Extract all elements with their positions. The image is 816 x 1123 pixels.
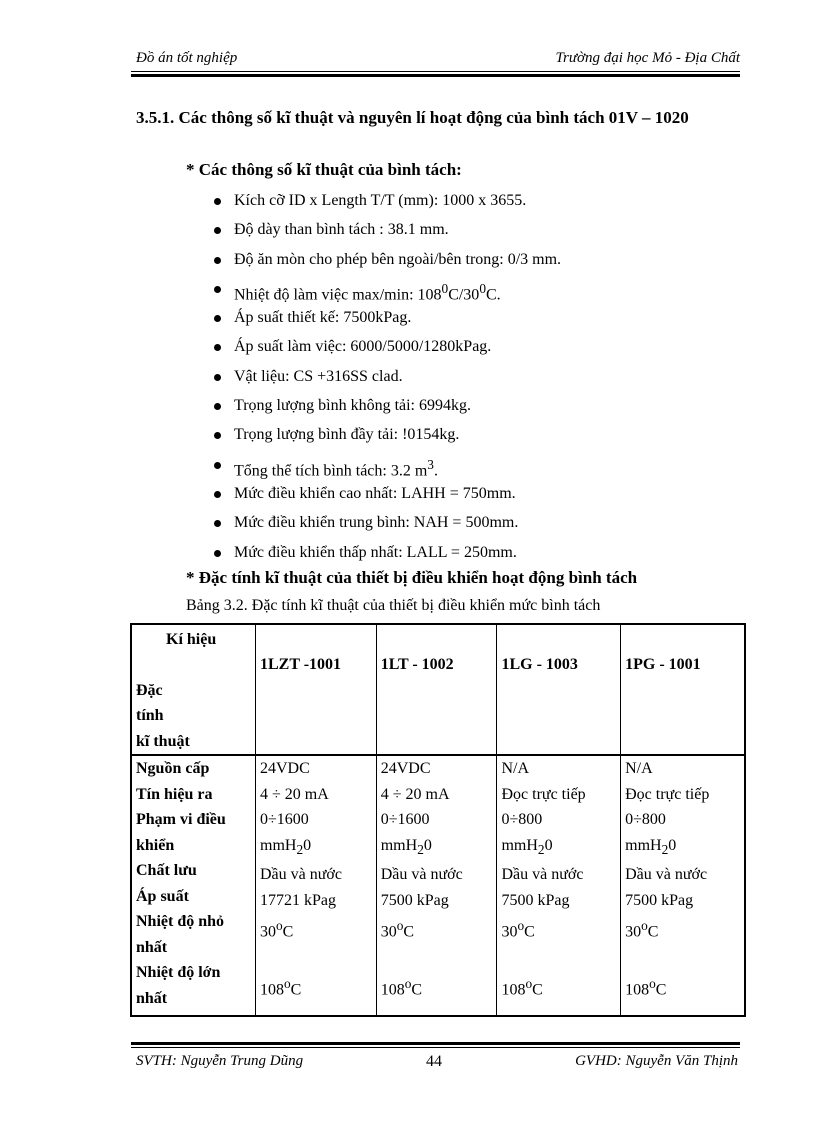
bullet-icon [214,286,221,293]
list-item: Kích cỡ ID x Length T/T (mm): 1000 x 3655. [214,186,561,215]
section-heading: 3.5.1. Các thông số kĩ thuật và nguyên lí hoạt động của bình tách 01V – 1020 [136,108,689,127]
header-left: Đồ án tốt nghiệp [136,50,238,66]
column-header: 1LZT -1001 [256,624,377,755]
list-item: Áp suất làm việc: 6000/5000/1280kPag. [214,332,561,361]
list-item: Mức điều khiển trung bình: NAH = 500mm. [214,508,561,537]
footer-supervisor: GVHD: Nguyễn Văn Thịnh [575,1053,738,1069]
header-right: Trường đại học Mỏ - Địa Chất [555,50,740,66]
footer-rule-thin [131,1047,740,1048]
list-item: Trọng lượng bình không tải: 6994kg. [214,391,561,420]
column-header: 1LG - 1003 [497,624,621,755]
bullet-icon [214,374,221,381]
list-item: Mức điều khiển thấp nhất: LALL = 250mm. [214,538,561,567]
table-header-row [131,624,745,755]
column-header: 1LT - 1002 [376,624,497,755]
footer-rule-thick [131,1042,740,1045]
column-values: N/A Đọc trực tiếp 0÷800 mmH$_2$0 Dầu và nước 7500 kPag 30$^o$C 108$^o$C [621,755,745,1016]
bullet-icon [214,520,221,527]
bullet-icon [214,315,221,322]
list-item: Độ dày than bình tách : 38.1 mm. [214,215,561,244]
column-header: 1PG - 1001 [621,624,745,755]
list-item: Độ ăn mòn cho phép bên ngoài/bên trong: 0/3 mm. [214,245,561,274]
bullet-icon [214,257,221,264]
header-rule-thin [131,71,740,72]
list-item: Nhiệt độ làm việc max/min: $108^0C/30^0C$. [214,274,561,303]
list-item: Áp suất thiết kế: 7500kPag. [214,303,561,332]
page-number: 44 [426,1053,442,1070]
list-item: Tổng thể tích bình tách: 3.2 $m^3$. [214,450,561,479]
table-body [131,755,745,1016]
column-values: 24VDC 4 ÷ 20 mA 0÷1600 mmH$_2$0 Dầu và nước 17721 kPag 30$^o$C 108$^o$C [256,755,377,1016]
bullet-icon [214,198,221,205]
bullet-icon [214,462,221,469]
list-item: Mức điều khiển cao nhất: LAHH = 750mm. [214,479,561,508]
bullet-icon [214,491,221,498]
column-values: 24VDC 4 ÷ 20 mA 0÷1600 mmH$_2$0 Dầu và nước 7500 kPag 30$^o$C 108$^o$C [376,755,497,1016]
list-item: Trọng lượng bình đầy tải: !0154kg. [214,420,561,449]
bullet-icon [214,344,221,351]
bullet-icon [214,403,221,410]
spec-list [214,186,561,567]
bullet-icon [214,550,221,557]
subheading-specs: * Các thông số kĩ thuật của bình tách: [186,160,462,179]
corner-cell: Kí hiệu Đặc tính kĩ thuật [131,624,256,755]
subheading-devices: * Đặc tính kĩ thuật của thiết bị điều khiển hoạt động bình tách [186,568,638,587]
table-caption: Bảng 3.2. Đặc tính kĩ thuật của thiết bị điều khiển mức bình tách [186,597,601,614]
footer-author: SVTH: Nguyễn Trung Dũng [136,1053,304,1069]
bullet-icon [214,227,221,234]
row-labels: Nguồn cấp Tín hiệu ra Phạm vi điều khiển Chất lưu Áp suất Nhiệt độ nhỏ nhất Nhiệt độ lớn nhất [131,755,256,1016]
column-values: N/A Đọc trực tiếp 0÷800 mmH$_2$0 Dầu và nước 7500 kPag 30$^o$C 108$^o$C [497,755,621,1016]
list-item: Vật liệu: CS +316SS clad. [214,362,561,391]
header-rule-thick [131,74,740,77]
bullet-icon [214,432,221,439]
spec-table [130,623,746,1017]
